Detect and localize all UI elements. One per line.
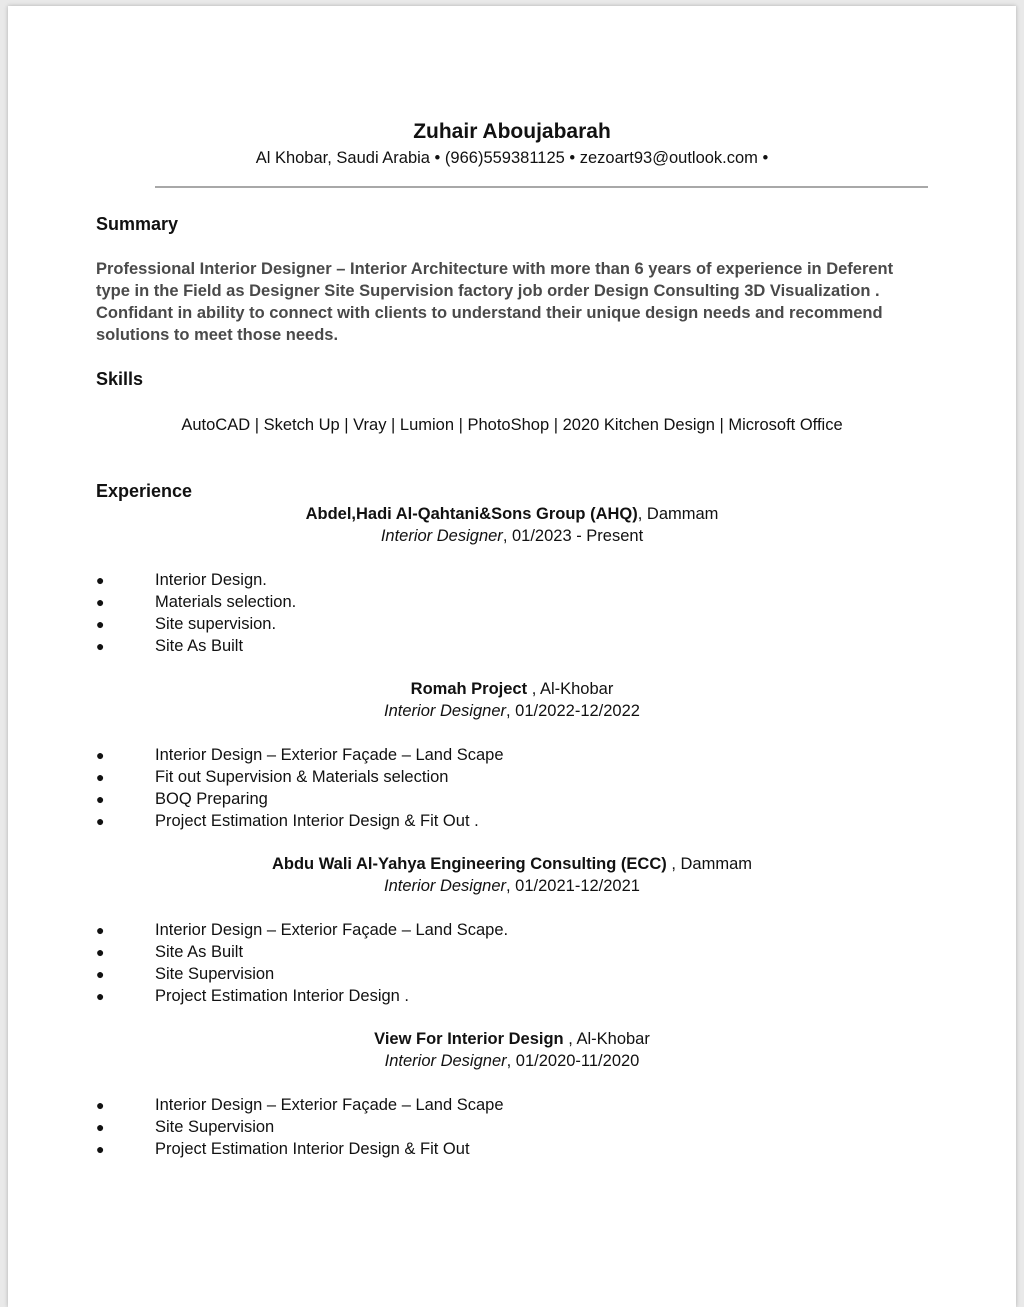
job-company-line xyxy=(0,1028,1024,1050)
company-location: , Dammam xyxy=(666,855,753,873)
bullet-icon: ● xyxy=(96,1119,105,1135)
duty-text: Site As Built xyxy=(155,943,244,961)
duty-text: Interior Design. xyxy=(155,571,267,589)
duty-item xyxy=(0,963,1024,985)
bullet-icon: ● xyxy=(96,769,105,785)
duty-text: Fit out Supervision & Materials selection xyxy=(155,768,449,786)
job-company-line xyxy=(0,678,1024,700)
job-role-line xyxy=(0,1050,1024,1072)
duty-item xyxy=(0,766,1024,788)
duty-item xyxy=(0,569,1024,591)
job-role-line xyxy=(0,525,1024,547)
duty-item xyxy=(0,744,1024,766)
job-entry xyxy=(0,678,1024,832)
duty-text: Interior Design – Exterior Façade – Land Scape xyxy=(155,746,504,764)
duty-item xyxy=(0,591,1024,613)
duty-item xyxy=(0,941,1024,963)
duty-text: Project Estimation Interior Design & Fit Out . xyxy=(155,812,479,830)
duty-item xyxy=(0,1138,1024,1160)
company-location: , Al-Khobar xyxy=(563,1030,650,1048)
job-title: Interior Designer xyxy=(384,702,507,720)
bullet-icon: ● xyxy=(96,616,105,632)
experience-list xyxy=(0,503,1024,1181)
job-title: Interior Designer xyxy=(380,527,503,545)
header-divider xyxy=(155,186,928,188)
duty-text: Site Supervision xyxy=(155,965,275,983)
candidate-name: Zuhair Aboujabarah xyxy=(413,120,611,143)
job-role-line xyxy=(0,875,1024,897)
duty-text: Materials selection. xyxy=(155,593,297,611)
duty-text: Interior Design – Exterior Façade – Land Scape. xyxy=(155,921,509,939)
job-dates: , 01/2023 - Present xyxy=(502,527,644,545)
bullet-icon: ● xyxy=(96,813,105,829)
job-duties xyxy=(0,919,1024,1007)
duty-item xyxy=(0,613,1024,635)
job-title: Interior Designer xyxy=(384,1052,507,1070)
job-duties xyxy=(0,569,1024,657)
summary-heading: Summary xyxy=(96,214,179,234)
bullet-icon: ● xyxy=(96,1097,105,1113)
bullet-icon: ● xyxy=(96,594,105,610)
duty-item xyxy=(0,635,1024,657)
job-entry xyxy=(0,1028,1024,1160)
bullet-icon: ● xyxy=(96,572,105,588)
bullet-icon: ● xyxy=(96,638,105,654)
contact-line: Al Khobar, Saudi Arabia • (966)559381125 • zezoart93@outlook.com • xyxy=(255,149,769,167)
bullet-icon: ● xyxy=(96,791,105,807)
summary-text: Professional Interior Designer – Interior Architecture with more than 6 years of experience in Deferent type in the Field as Designer Site Supervision factory job order Design Consulting 3D Visualization . Confidant in ability to connect with clients to understand their unique design needs and recommend solutions to meet those needs. xyxy=(96,260,894,344)
duty-text: Site supervision. xyxy=(155,615,277,633)
skills-list: AutoCAD | Sketch Up | Vray | Lumion | PhotoShop | 2020 Kitchen Design | Microsoft Office xyxy=(181,416,843,434)
experience-heading: Experience xyxy=(96,481,193,501)
bullet-icon: ● xyxy=(96,922,105,938)
company-name: Abdel,Hadi Al-Qahtani&Sons Group (AHQ) xyxy=(305,505,638,523)
duty-item xyxy=(0,919,1024,941)
job-dates: , 01/2021-12/2021 xyxy=(506,877,640,895)
duty-text: Site Supervision xyxy=(155,1118,275,1136)
job-company-line xyxy=(0,853,1024,875)
job-duties xyxy=(0,744,1024,832)
duty-item xyxy=(0,1116,1024,1138)
job-entry xyxy=(0,853,1024,1007)
bullet-icon: ● xyxy=(96,988,105,1004)
skills-heading: Skills xyxy=(96,369,144,389)
company-name: Romah Project xyxy=(410,680,528,698)
duty-item xyxy=(0,1094,1024,1116)
duty-item xyxy=(0,788,1024,810)
job-entry xyxy=(0,503,1024,657)
job-duties xyxy=(0,1094,1024,1160)
duty-item xyxy=(0,810,1024,832)
job-role-line xyxy=(0,700,1024,722)
company-name: View For Interior Design xyxy=(374,1030,564,1048)
duty-text: Project Estimation Interior Design . xyxy=(155,987,410,1005)
company-name: Abdu Wali Al-Yahya Engineering Consulting (ECC) xyxy=(271,855,667,873)
job-dates: , 01/2022-12/2022 xyxy=(506,702,640,720)
bullet-icon: ● xyxy=(96,1141,105,1157)
bullet-icon: ● xyxy=(96,944,105,960)
bullet-icon: ● xyxy=(96,747,105,763)
duty-text: BOQ Preparing xyxy=(155,790,268,808)
job-company-line xyxy=(0,503,1024,525)
duty-text: Site As Built xyxy=(155,637,244,655)
company-location: , Dammam xyxy=(637,505,719,523)
duty-text: Interior Design – Exterior Façade – Land Scape xyxy=(155,1096,504,1114)
job-title: Interior Designer xyxy=(384,877,507,895)
company-location: , Al-Khobar xyxy=(527,680,614,698)
duty-text: Project Estimation Interior Design & Fit Out xyxy=(155,1140,470,1158)
job-dates: , 01/2020-11/2020 xyxy=(506,1052,640,1070)
duty-item xyxy=(0,985,1024,1007)
bullet-icon: ● xyxy=(96,966,105,982)
